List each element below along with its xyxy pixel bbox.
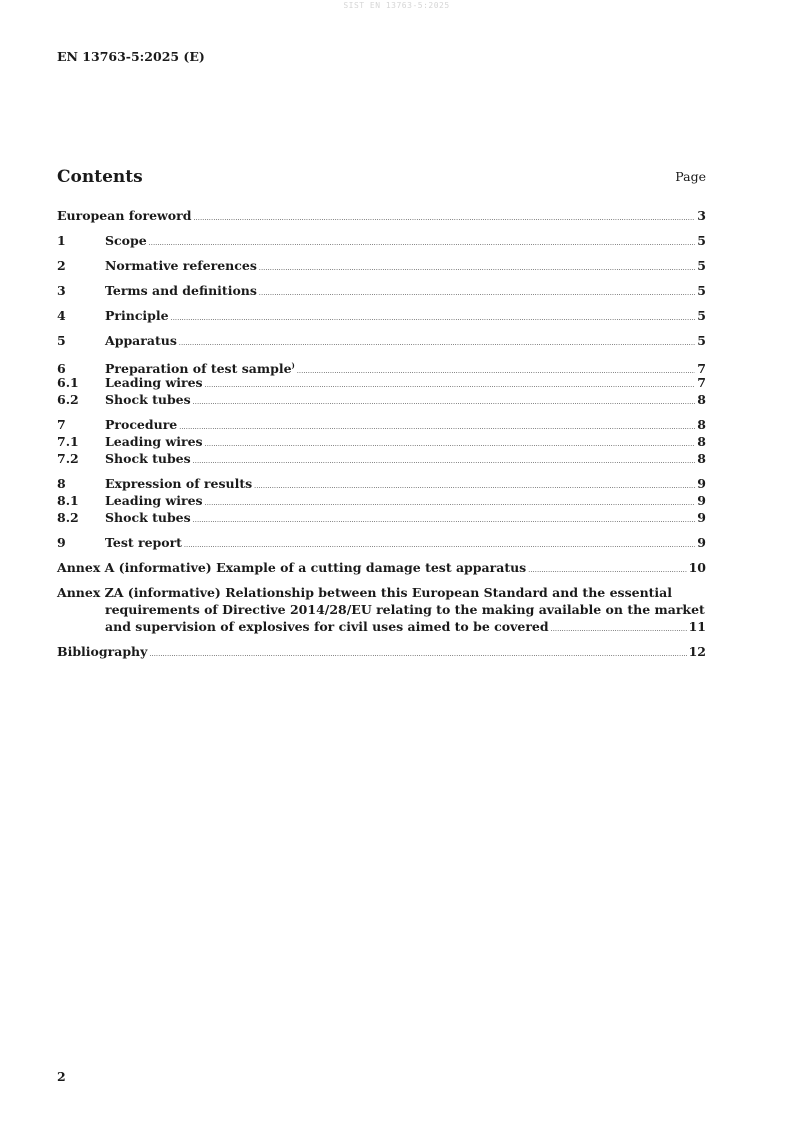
toc-entry-page: 8 (697, 392, 706, 407)
toc-entry-page: 5 (697, 258, 706, 273)
toc-entry-number: 3 (57, 283, 66, 298)
contents-heading (57, 166, 706, 188)
toc-entry-6-1-leading-wires[interactable] (57, 374, 706, 391)
toc-entry-title: Terms and definitions (105, 283, 257, 298)
toc-entry-number: 7.1 (57, 434, 79, 449)
dot-leader (193, 210, 695, 227)
toc-entry-page: 12 (688, 644, 706, 659)
toc-entry-page: 5 (697, 233, 706, 248)
toc-entry-page: 8 (697, 434, 706, 449)
dot-leader (149, 235, 696, 252)
contents-title: Contents (57, 167, 143, 187)
toc-entry-page: 5 (697, 333, 706, 348)
page-number: 2 (57, 1069, 66, 1084)
toc-entry-page: 3 (697, 208, 706, 223)
toc-entry-title: Procedure (105, 417, 178, 432)
toc-entry-7-1-leading-wires[interactable] (57, 433, 706, 450)
annex-za-line-2: requirements of Directive 2014/28/EU relating to the making available on the market (105, 602, 705, 617)
toc-entry-title: Test report (105, 535, 182, 550)
toc-entry-page: 11 (688, 619, 706, 634)
toc-entry-european-foreword[interactable] (57, 207, 706, 224)
dot-leader (528, 562, 686, 579)
toc-entry-title: Leading wires (105, 493, 203, 508)
toc-entry-title: Shock tubes (105, 392, 191, 407)
toc-entry-title: Shock tubes (105, 510, 191, 525)
toc-entry-number: 5 (57, 333, 66, 348)
dot-leader (193, 453, 696, 470)
toc-entry-page: 5 (697, 308, 706, 323)
toc-entry-title: Expression of results (105, 476, 253, 491)
dot-leader (171, 310, 696, 327)
toc-entry-apparatus[interactable] (57, 332, 706, 349)
toc-entry-page: 8 (697, 417, 706, 432)
toc-entry-title: European foreword (57, 208, 192, 223)
toc-entry-annex-za[interactable] (57, 584, 706, 635)
page-column-label: Page (675, 169, 706, 184)
dot-leader (205, 495, 696, 512)
toc-entry-bibliography[interactable] (57, 643, 706, 660)
toc-entry-8-2-shock-tubes[interactable] (57, 509, 706, 526)
dot-leader (179, 335, 695, 352)
toc-entry-number: 9 (57, 535, 66, 550)
toc-entry-scope[interactable] (57, 232, 706, 249)
dot-leader (193, 512, 696, 529)
watermark: SIST EN 13763-5:2025 (343, 1, 450, 10)
dot-leader (205, 436, 696, 453)
toc-entry-title: Annex A (informative) Example of a cutting damage test apparatus (57, 560, 527, 575)
annex-za-line-1: Annex ZA (informative) Relationship between this European Standard and the essential (57, 585, 673, 600)
toc-entry-title: Normative references (105, 258, 257, 273)
toc-entry-title: Shock tubes (105, 451, 191, 466)
toc-entry-page: 9 (697, 535, 706, 550)
toc-entry-principle[interactable] (57, 307, 706, 324)
toc-entry-title: Leading wires (105, 434, 203, 449)
toc-entry-title-text: Preparation of test sample (105, 361, 292, 377)
toc-entry-normative-references[interactable] (57, 257, 706, 274)
toc-entry-number: 4 (57, 308, 66, 323)
dot-leader (551, 621, 687, 638)
annex-za-line-3: and supervision of explosives for civil uses aimed to be covered (105, 619, 549, 634)
toc-entry-number: 7.2 (57, 451, 79, 466)
toc-entry-page: 9 (697, 493, 706, 508)
toc-entry-procedure[interactable] (57, 416, 706, 433)
table-of-contents (57, 207, 706, 660)
toc-entry-title: Leading wires (105, 375, 203, 390)
toc-entry-page: 9 (697, 476, 706, 491)
toc-entry-6-2-shock-tubes[interactable] (57, 391, 706, 408)
toc-entry-number: 8 (57, 476, 66, 491)
toc-entry-title: Principle (105, 308, 169, 323)
toc-entry-number: 6.1 (57, 375, 79, 390)
toc-entry-page: 9 (697, 510, 706, 525)
toc-entry-number: 6.2 (57, 392, 79, 407)
annex-za-line-3-row (57, 618, 706, 635)
toc-entry-number: 8.1 (57, 493, 79, 508)
toc-entry-expression-of-results[interactable] (57, 475, 706, 492)
toc-entry-8-1-leading-wires[interactable] (57, 492, 706, 509)
toc-entry-number: 8.2 (57, 510, 79, 525)
toc-entry-test-report[interactable] (57, 534, 706, 551)
dot-leader (205, 377, 696, 394)
toc-entry-annex-a[interactable] (57, 559, 706, 576)
toc-entry-7-2-shock-tubes[interactable] (57, 450, 706, 467)
dot-leader (184, 537, 695, 554)
document-identifier: EN 13763-5:2025 (E) (57, 49, 205, 64)
toc-entry-number: 1 (57, 233, 66, 248)
dot-leader (259, 285, 695, 302)
toc-entry-preparation-of-test-sample[interactable] (57, 357, 706, 377)
toc-entry-title: Scope (105, 233, 147, 248)
toc-entry-page: 5 (697, 283, 706, 298)
toc-entry-page: 7 (697, 375, 706, 390)
toc-entry-number: 7 (57, 417, 66, 432)
toc-entry-title: Apparatus (105, 333, 177, 348)
toc-entry-number: 2 (57, 258, 66, 273)
superscript-mark: ) (291, 361, 295, 370)
toc-entry-page: 10 (688, 560, 706, 575)
toc-entry-title: Bibliography (57, 644, 148, 659)
dot-leader (149, 646, 686, 663)
dot-leader (179, 419, 695, 436)
dot-leader (193, 394, 696, 411)
toc-entry-page: 8 (697, 451, 706, 466)
toc-entry-number: 6 (57, 361, 66, 377)
toc-entry-page: 7 (697, 361, 706, 377)
dot-leader (259, 260, 695, 277)
toc-entry-terms-and-definitions[interactable] (57, 282, 706, 299)
dot-leader (254, 478, 695, 495)
